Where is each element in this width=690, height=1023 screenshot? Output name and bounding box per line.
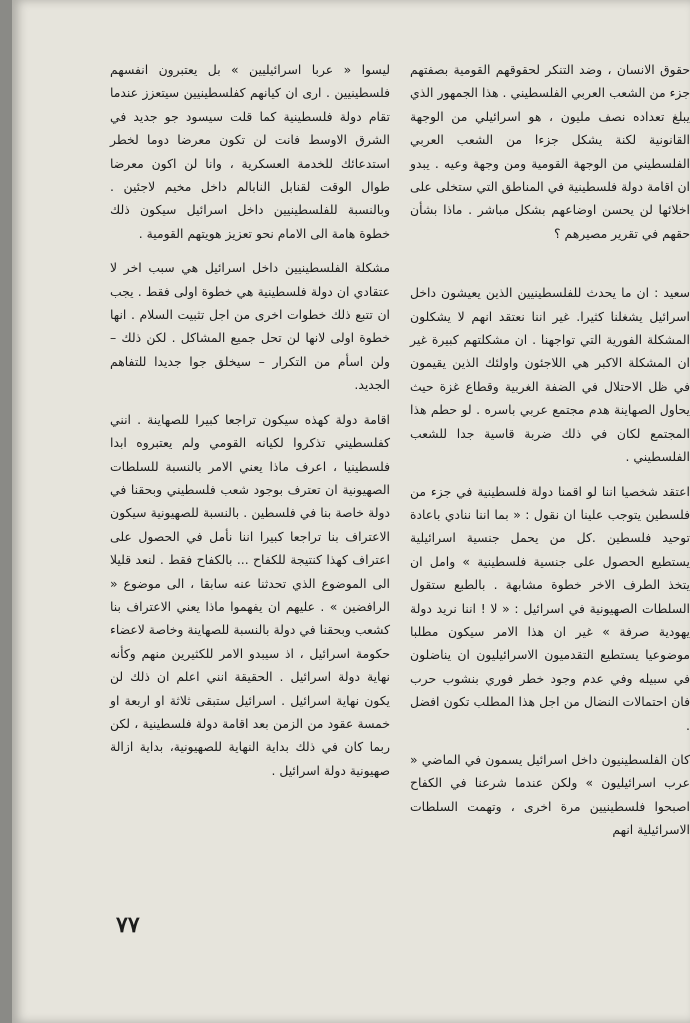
page-number: ٧٧ xyxy=(116,912,140,938)
paragraph: اقامة دولة كهذه سيكون تراجعا كبيرا للصهاينة . انني كفلسطيني تذكروا لكيانه القومي ولم يعتبروه ابدا فلسطينيا ، اعرف ماذا يعني الامر بالنسبة للسلطات الصهيونية ان تعترف بوجود شعب فلسطيني وبحقنا في دولة خاصة بنا في فلسطين . بالنسبة للصهيونية سيكون الاعتراف بنا تراجعا كبيرا اننا نأمل في الحصول على اعتراف كهذا كنتيجة للكفاح ... بالكفاح فقط . لنعد قليلا الى الموضوع الذي تحدثنا عنه سابقا ، الى موضوع « الرافضين » . عليهم ان يفهموا ماذا يعني الاعتراف بنا كشعب وبحقنا في دولة بالنسبة للصهاينة وخاصة لاعضاء حكومة اسرائيل ، اذ سيبدو الامر للكثيرين منهم وكأنه نهاية دولة اسرائيل . الحقيقة انني اعلم ان ذلك لن يكون نهاية اسرائيل . اسرائيل ستبقى ثلاثة او اربعة او خمسة عقود من الزمن بعد اقامة دولة فلسطينية ، لكن ربما كان في ذلك بداية النهاية للصهيونية، بداية ازالة صهيونية دولة اسرائيل . xyxy=(110,411,390,778)
paragraph: حقوق الانسان ، وضد التنكر لحقوقهم القومية بصفتهم جزء من الشعب العربي الفلسطيني . هذا الجمهور الذي يبلغ تعداده نصف مليون ، هو اسرائيلي من الوجهة القانونية لكنة يشكل جزءا من الشعب العربي الفلسطيني من الوجهة القومية ومن وجهة وعيه . يبدو ان اقامة دولة فلسطينية في المناطق التي ستخلى على اخلائها لن يحسن اوضاعهم بشكل مباشر . ماذا بشأن حقهم في تقرير مصيرهم ؟ xyxy=(410,62,690,241)
paragraph-said: سعيد : ان ما يحدث للفلسطينيين الذين يعيشون داخل اسرائيل يشغلنا كثيرا. غير اننا نعتقد انهم لا يشكلون المشكلة الفورية التي تواجهنا . ان مشكلتهم كبيرة غير ان المشكلة الاكبر هي اللاجئون واولئك الذين يقيمون في ظل الاحتلال في الضفة الغربية وقطاع غزة حيث يحاول الصهاينة هدم مجتمع عربي باسره . لو حطم هذا المجتمع لكان في ذلك ضربة قاسية جدا للشعب الفلسطيني . xyxy=(410,285,690,465)
right-text-column xyxy=(410,58,690,853)
left-text-column xyxy=(110,58,390,793)
book-page xyxy=(12,0,690,1023)
paragraph: ليسوا « عربا اسرائيليين » بل يعتبرون انفسهم فلسطينيين . ارى ان كيانهم كفلسطينيين سيتعزز عندما تقام دولة فلسطينية كما قلت سيسود جو جديد في الشرق الاوسط فانت لن تكون معرضا دوما لخطر استدعائك للخدمة العسكرية ، وانا لن اكون معرضا طوال الوقت لقنابل النابالم داخل مخيم لاجئين . وبالنسبة للفلسطينيين داخل اسرائيل سيكون ذلك خطوة هامة الى الامام نحو تعزيز هويتهم القومية . xyxy=(110,62,390,241)
paragraph: كان الفلسطينيون داخل اسرائيل يسمون في الماضي « عرب اسرائيليون » ولكن عندما شرعنا في الكفاح اصبحوا فلسطينيين مرة اخرى ، وتهمت السلطات الاسرائيلية انهم xyxy=(410,751,690,838)
paragraph: مشكلة الفلسطينيين داخل اسرائيل هي سبب اخر لا عتقادي ان دولة فلسطينية هي خطوة اولى فقط . يجب ان تتبع ذلك خطوات اخرى من اجل تثبيت السلام . انها خطوة اولى لانها لن تحل جميع المشاكل . لكن ذلك – ولن اسأم من التكرار – سيخلق جوا جديدا للتفاهم الجديد. xyxy=(110,260,390,393)
paragraph: اعتقد شخصيا اننا لو اقمنا دولة فلسطينية في جزء من فلسطين يتوجب علينا ان نقول : « بما اننا ننادي باعادة توحيد فلسطين .كل من يحمل جنسية اسرائيلية يستطيع الحصول على جنسية فلسطينية » وامل ان يتخذ الطرف الاخر خطوة مشابهة . بالطبع ستقول السلطات الصهيونية في اسرائيل : « لا ! اننا نريد دولة يهودية صرفة » غير ان هذا الامر سيكون مطلبا موضوعيا يستطيع التقدميون الاسرائيليون ان يناضلون في سبيله وفي عدم وجود خطر فوري بنشوب حرب فان احتمالات النضال من اجل هذا المطلب تكون افضل . xyxy=(410,483,690,733)
